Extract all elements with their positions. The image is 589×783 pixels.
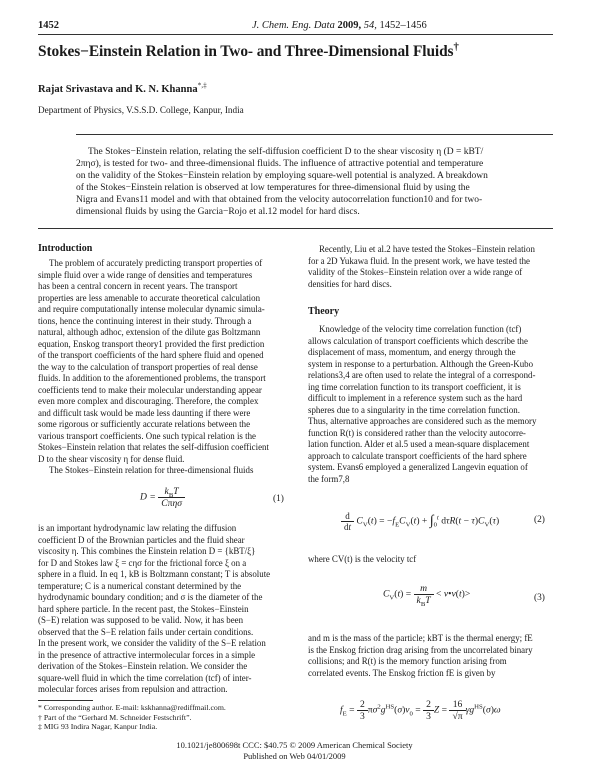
eq1-number: (1): [273, 494, 284, 504]
text-line: natural, although adhoc, extension of the dilute gas Boltzmann: [38, 327, 261, 337]
text-line: is the Enskog friction drag arising from the uncorrelated binary: [308, 644, 533, 655]
text-line: molecular forces arises from repulsion and attraction.: [38, 684, 228, 694]
text-line: function R(t) is considered rather than the velocity autocorre-: [308, 427, 526, 438]
text-line: temperature; C is a numerical constant determined by the: [38, 580, 242, 591]
text-line: validity of the Stokes−Einstein relation over a wide range of: [308, 267, 523, 277]
footnote-rule: [38, 700, 93, 701]
eq2-number: (2): [534, 515, 545, 525]
text-line: coefficients tend to make their molecular understanding appear: [38, 384, 262, 395]
text-line: for a 2D Yukawa fluid. In the present work, we have tested the: [308, 255, 530, 266]
abstract-bottom-rule: [38, 228, 553, 229]
abstract-line: dimensional fluids by using the Garcia−Rojo et al.12 model for hard discs.: [76, 207, 360, 218]
text-line: viscosity η. This combines the Einstein relation D = {kBT/ξ}: [38, 546, 256, 556]
text-line: system. Evans6 employed a generalized Langevin equation of: [308, 462, 528, 472]
journal-citation: [252, 20, 427, 31]
text-line: and difficult task would be made less daunting if there were: [38, 407, 251, 418]
abstract-top-rule: [76, 134, 553, 135]
text-line: some rigorous or sufficiently accurate relations between the: [38, 419, 251, 429]
text-line: displacement of mass, momentum, and energy through the: [308, 347, 516, 357]
header-rule: [38, 34, 553, 35]
abstract-line: of the Stokes−Einstein relation is observed at low temperatures for three-dimensional fluid by using the: [76, 183, 470, 194]
text-line: spheres due to a singularity in the time correlation function.: [308, 404, 520, 415]
text-line: for D and Stokes law ξ = cησ for the frictional force ξ on a: [38, 557, 247, 568]
journal-pages: 1452–1456: [379, 20, 427, 31]
equation-3: $C_V(t)$ = $\frac{m}{k_BT}$ < v•v(t)>: [383, 583, 471, 608]
text-line: various transport coefficients. One such typical relation is the: [38, 430, 256, 441]
text-line: the form7,8: [308, 473, 350, 484]
journal-volume: 54,: [363, 20, 377, 31]
text-line: Knowledge of the velocity time correlation function (tcf): [319, 324, 522, 334]
text-line: properties are less amenable to accurate theoretical calculation: [38, 292, 261, 303]
abstract-line: on the validity of the Stokes−Einstein relation by employing square-well potential is analyzed. A breakdown: [76, 171, 488, 182]
text-line: fluids. In addition to the aforementioned problems, the transport: [38, 373, 266, 383]
abstract-line: 2πησ), is tested for two- and three-dimensional fluids. The influence of attractive potential and temperature: [76, 159, 484, 170]
text-line: the way to the calculation of transport properties of real dense: [38, 361, 258, 372]
text-line: of the transport coefficients of the hard sphere fluid and opened: [38, 350, 264, 360]
after-eq3-text: [308, 633, 554, 679]
text-line: In the present work, we consider the validity of the S−E relation: [38, 638, 266, 648]
abstract: [76, 146, 551, 218]
text-line: hydrodynamic boundary condition; and σ is the diameter of the: [38, 592, 263, 602]
text-line: allows calculation of transport coefficients which describe the: [308, 335, 528, 346]
text-line: The problem of accurately predicting transport properties of: [49, 258, 263, 268]
paper-title: Stokes−Einstein Relation in Two- and Three-Dimensional Fluids†: [38, 40, 459, 60]
introduction-continued: [308, 244, 554, 290]
text-line: Thus, alternative approaches are considered such as the memory: [308, 416, 537, 426]
text-line: and m is the mass of the particle; kBT is the thermal energy; fE: [308, 633, 533, 643]
equation-1: D = $\frac{k_BT}{\text{Cπησ}}$: [140, 486, 185, 509]
text-line: approach to calculate transport coefficients of the hard sphere: [308, 450, 527, 461]
text-line: square-well fluid in which the time correlation (tcf) of inter-: [38, 672, 252, 683]
theory-text: [308, 324, 554, 485]
author-list: Rajat Srivastava and K. N. Khanna*,‡: [38, 80, 207, 95]
text-line: difficult to implement in a reference system such as the hard: [308, 393, 523, 403]
text-line: correlated events. The Enskog friction fE is given by: [308, 667, 496, 678]
text-line: (S−E) relation was supposed to be valid. Now, it has been: [38, 615, 244, 625]
text-line: has been a central concern in recent years. The transport: [38, 281, 238, 291]
introduction-text: [38, 258, 293, 465]
text-line: relations3,4 are often used to relate the integral of a correspond-: [308, 370, 536, 380]
eq1-numerator: $k_BT$: [158, 486, 185, 498]
text-line: system in response to a perturbation. Although the Green-Kubo: [308, 358, 534, 369]
theory-heading: Theory: [308, 306, 340, 317]
text-line: Stokes−Einstein relation that relates the self-diffusion coefficient: [38, 442, 269, 452]
introduction-heading: Introduction: [38, 243, 93, 254]
footnote: * Corresponding author. E-mail: kskhanna@rediffmail.com.: [38, 703, 226, 712]
text-line: lation function. Alder et al.5 used a mean-square displacement: [308, 439, 530, 449]
text-line: in the presence of attractive intermolecular forces in a simple: [38, 649, 256, 660]
text-line: hard sphere particle. In the recent past, the Stokes−Einstein: [38, 603, 249, 614]
journal-year: 2009,: [337, 20, 362, 31]
text-line: tions, hence the continuing interest in their study. Through a: [38, 315, 252, 326]
text-line: equation, Enskog transport theory1 provided the first prediction: [38, 338, 265, 349]
text-line: Recently, Liu et al.2 have tested the Stokes−Einstein relation: [319, 244, 535, 254]
publication-date: Published on Web 04/01/2009: [243, 751, 346, 761]
abstract-line: The Stokes−Einstein relation, relating the self-diffusion coefficient D to the shear viscosity η (D = kBT/: [88, 147, 484, 157]
text-line: coefficient D of the Brownian particles and the fluid shear: [38, 534, 245, 545]
text-line: sphere in a fluid. In eq 1, kB is Boltzmann constant; T is absolute: [38, 569, 271, 579]
eq3-number: (3): [534, 593, 545, 603]
equation-4: $f_E$ = $\frac{2}{3}$ $\pi\sigma^2g^{HS}(\sigma)\nu_0$ = $\frac{2}{3}$ Z = $\frac{16}{√\pi}$ $\gamma g^{HS}(\sigma)\omega$: [340, 699, 501, 722]
text-line: ing time correlation function to its transport coefficient, it is: [308, 381, 521, 392]
where-text: where CV(t) is the velocity tcf: [308, 554, 417, 564]
footnote: † Part of the “Gerhard M. Schneider Festschrift”.: [38, 712, 192, 722]
eq1-denominator: Cπησ: [161, 498, 182, 509]
eq1-intro: The Stokes−Einstein relation for three-dimensional fluids: [49, 465, 254, 475]
footnotes: [38, 703, 293, 732]
text-line: observed that the S−E relation fails under certain conditions.: [38, 626, 254, 637]
doi-copyright: 10.1021/je800698t CCC: $40.75 © 2009 American Chemical Society: [176, 740, 413, 750]
text-line: densities for hard discs.: [308, 278, 392, 289]
footnote: ‡ MIG 93 Indira Nagar, Kanpur India.: [38, 722, 158, 732]
equation-2: $\frac{d}{dt}$ $C_V(t) = -f_EC_V(t) + \int_0^t$ $d\tau R(t - \tau)C_V(\tau)$: [341, 511, 499, 532]
affiliation: Department of Physics, V.S.S.D. College, Kanpur, India: [38, 105, 244, 115]
page-number: 1452: [38, 20, 59, 31]
abstract-line: Nigra and Evans11 model and with that obtained from the velocity autocorrelation function10 and for two-: [76, 195, 483, 206]
journal-name: J. Chem. Eng. Data: [252, 20, 335, 31]
text-line: even more complex and discouraging. Therefore, the complex: [38, 396, 259, 406]
text-line: and require computationally intense molecular dynamic simula-: [38, 304, 265, 314]
text-line: D to the shear viscosity η for dense fluid.: [38, 453, 185, 464]
text-line: collisions; and R(t) is the memory function arising from: [308, 656, 507, 666]
text-line: derivation of the Stokes−Einstein relation. We consider the: [38, 661, 248, 671]
text-line: is an important hydrodynamic law relating the diffusion: [38, 523, 237, 533]
text-line: simple fluid over a wide range of densities and temperatures: [38, 269, 253, 280]
after-eq1-text: [38, 523, 293, 696]
